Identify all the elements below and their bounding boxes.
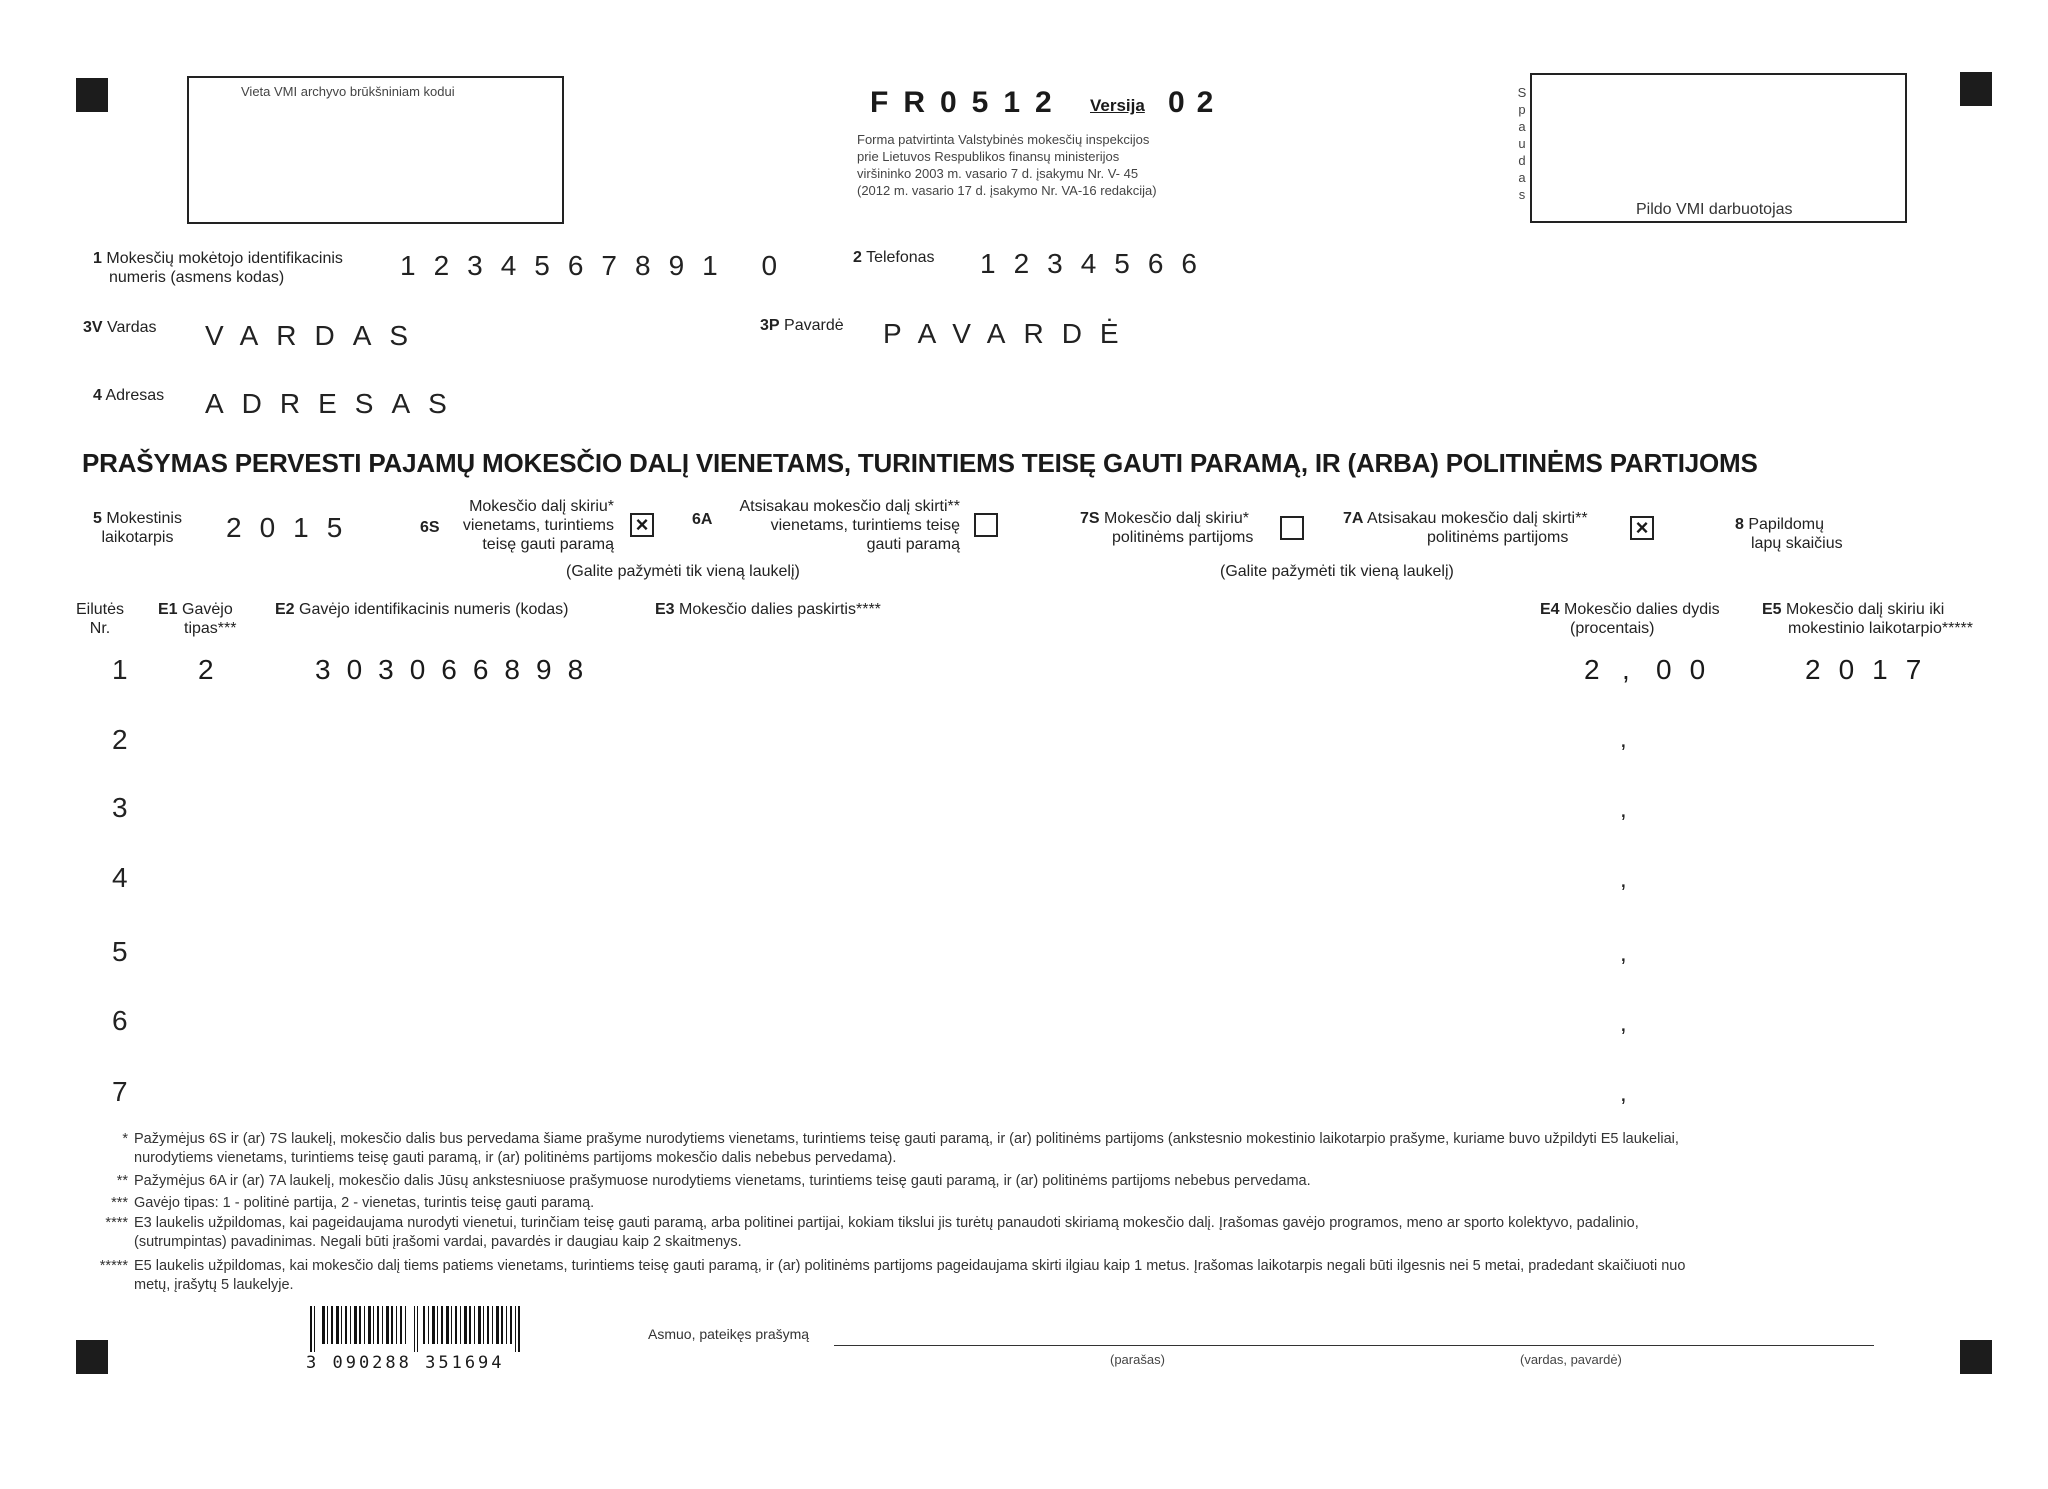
option-label-line: lapų skaičius [1751,535,1843,552]
footnote-marker: *** [111,1195,128,1211]
field-6s-number: 6S [420,519,440,536]
col-header-text: Mokesčio dalį skiriu iki [1786,601,1945,618]
col-header-text: Mokesčio dalies paskirtis**** [679,601,881,618]
option-label-line: Mokesčio dalį skiriu* [1104,510,1249,527]
field-6a-number: 6A [692,511,713,528]
checkbox-7a[interactable] [1630,516,1654,540]
signature-line[interactable] [834,1345,1874,1346]
footnote-5 [70,1257,1685,1295]
col-header-e4 [1540,600,1720,638]
taxpayer-id-value: 1234567891 0 [400,250,796,281]
checkbox-6s-mark: × [635,512,649,537]
form-title: PRAŠYMAS PERVESTI PAJAMŲ MOKESČIO DALĮ VIENETAMS, TURINTIEMS TEISĘ GAUTI PARAMĄ, IR (ARBA) POLITINĖMS PARTIJOMS [82,448,1758,478]
recipient-id-value: 303066898 [315,654,600,685]
col-header-text: mokestinio laikotarpio***** [1788,620,1973,637]
footnote-text: metų, įrašytų 5 laukelyje. [134,1277,294,1293]
note-one-box-6: (Galite pažymėti tik vieną laukelį) [566,563,800,580]
approval-line: prie Lietuvos Respublikos finansų ministerijos [857,149,1120,164]
share-percent-comma: , [1622,654,1630,685]
footnote-text: E5 laukelis užpildomas, kai mokesčio dalį tiems patiems vienetams, turintiems teisę gauti paramą, ir (ar) politinėms partijoms pageidaujama skirti ilgiau kaip 1 metus. Įrašomas laikotarpis negali būti ilgesnis nei 5 metai, pradedant skaičiuoti nuo [134,1258,1686,1274]
version-label: Versija [1090,96,1145,115]
field-number: E2 [275,601,295,618]
table-row-number: 7 [112,1076,128,1107]
col-header-text: Gavėjo [182,601,233,618]
option-label-line: teisę gauti paramą [482,536,614,553]
stamp-letter: S [1517,85,1527,100]
table-row-number: 5 [112,936,128,967]
form-code: FR0512 [870,86,1067,119]
field-5-label [93,509,182,547]
stamp-box [1530,73,1907,223]
col-header-text: Nr. [89,620,111,637]
field-7a-label [1343,509,1588,547]
checkbox-6s[interactable] [630,513,654,537]
field-2-label [853,248,935,267]
alignment-marker-top-left [76,78,108,112]
table-row-number: 1 [112,654,128,685]
first-name-value: VARDAS [205,320,427,351]
table-row-number: 6 [112,1005,128,1036]
field-label-text: Adresas [105,387,165,404]
stamp-vertical-label [1516,84,1528,203]
archive-barcode-box-label: Vieta VMI archyvo brūkšniniam kodui [241,84,455,99]
row-comma: , [1620,796,1627,823]
footnote-marker: ***** [99,1258,128,1274]
field-label-text: laikotarpis [101,529,174,546]
field-number: E1 [158,601,178,618]
barcode-bars [310,1306,540,1352]
field-8-label [1735,515,1843,553]
col-header-text: Mokesčio dalies dydis [1564,601,1720,618]
field-label-text: Mokesčių mokėtojo identifikacinis [106,250,343,267]
approval-line: (2012 m. vasario 17 d. įsakymo Nr. VA-16 redakcija) [857,183,1157,198]
row-comma: , [1620,940,1627,967]
barcode-digits: 3 090288 351694 [306,1353,505,1373]
field-number: 1 [93,250,102,267]
alignment-marker-bottom-right [1960,1340,1992,1374]
archive-barcode-box [187,76,564,224]
stamp-letter: a [1518,170,1526,185]
footnote-2 [70,1172,1311,1191]
col-header-row-number [76,600,124,638]
table-row-number: 2 [112,724,128,755]
field-number: E4 [1540,601,1560,618]
stamp-letter: u [1518,136,1526,151]
share-percent-int: 2 [1584,654,1600,685]
field-number: 8 [1735,516,1744,533]
field-label-text: Telefonas [866,249,935,266]
footnote-1 [70,1130,1679,1168]
footnote-3 [70,1194,594,1213]
field-3p-label [760,316,844,335]
tax-period-value: 2015 [226,512,361,543]
share-percent-dec: 00 [1656,654,1724,685]
field-number: 7A [1343,510,1364,527]
footnote-text: Pažymėjus 6A ir (ar) 7A laukelį, mokesčio dalis Jūsų ankstesniuose prašymuose nurodytiems vienetams, turintiems teisę gauti paramą, ir (ar) politinėms partijoms nebebus pervedama. [134,1173,1311,1189]
col-header-text: tipas*** [184,620,237,637]
field-number: E5 [1762,601,1782,618]
field-number: 3V [83,319,103,336]
option-label-line: gauti paramą [866,536,960,553]
col-header-e3 [655,600,881,619]
table-row-number: 3 [112,792,128,823]
option-label-line: Atsisakau mokesčio dalį skirti** [1367,510,1588,527]
last-name-value: PAVARDĖ [883,318,1137,349]
field-number: 3P [760,317,780,334]
stamp-letter: d [1518,153,1526,168]
signature-caption: (parašas) [1110,1352,1165,1367]
approval-line: viršininko 2003 m. vasario 7 d. įsakymu Nr. V- 45 [857,166,1139,181]
footnote-text: Gavėjo tipas: 1 - politinė partija, 2 - vienetas, turintis teisę gauti paramą. [134,1195,595,1211]
option-label-line: politinėms partijoms [1427,529,1569,546]
col-header-e1 [158,600,236,638]
footnote-text: E3 laukelis užpildomas, kai pageidaujama nurodyti vienetui, turinčiam teisę gauti paramą, arba politinei partijai, kokiam tikslui jis turėtų panaudoti skiriamą mokesčio dalį. Įrašomas gavėjo programos, meno ar sporto kolektyvo, padalinio, [134,1215,1639,1231]
footnote-marker: * [122,1131,128,1147]
col-header-e5 [1762,600,1973,638]
footnote-text: nurodytiems vienetams, turintiems teisę gauti paramą, ir (ar) politinėms partijoms mokesčio dalis nebebus pervedama). [134,1150,897,1166]
option-label-line: Atsisakau mokesčio dalį skirti** [739,498,960,515]
field-label-text: Mokestinis [106,510,182,527]
field-label-text: Vardas [107,319,157,336]
approval-line: Forma patvirtinta Valstybinės mokesčių inspekcijos [857,132,1150,147]
stamp-box-label: Pildo VMI darbuotojas [1636,201,1793,218]
alignment-marker-top-right [1960,72,1992,106]
recipient-type-value: 2 [198,654,214,685]
row-comma: , [1620,1080,1627,1107]
col-header-text: Eilutės [76,601,125,618]
row-comma: , [1620,1010,1627,1037]
footnote-text: Pažymėjus 6S ir (ar) 7S laukelį, mokesčio dalis bus pervedama šiame prašyme nurodytiems vienetams, turintiems teisę gauti paramą, ir (ar) politinėms partijoms (ankstesnio mokestinio laikotarpio prašyme, kuriame buvo užpildyti E5 laukeliai, [134,1131,1679,1147]
checkbox-6a[interactable] [974,513,998,537]
field-3v-label [83,318,157,337]
name-caption: (vardas, pavardė) [1520,1352,1622,1367]
alignment-marker-bottom-left [76,1340,108,1374]
row-comma: , [1620,726,1627,753]
table-row-number: 4 [112,862,128,893]
checkbox-7s[interactable] [1280,516,1304,540]
col-header-e2 [275,600,568,619]
document-barcode [310,1306,540,1352]
note-one-box-7: (Galite pažymėti tik vieną laukelį) [1220,563,1454,580]
stamp-letter: s [1518,187,1526,202]
footnote-4 [70,1214,1639,1252]
option-label-line: politinėms partijoms [1112,529,1254,546]
field-number: 5 [93,510,102,527]
field-label-text: numeris (asmens kodas) [109,269,285,286]
option-label-line: vienetams, turintiems [462,517,614,534]
field-number: 7S [1080,510,1100,527]
option-label-line: vienetams, turintiems teisę [770,517,960,534]
checkbox-7a-mark: × [1635,515,1649,540]
col-header-text: Gavėjo identifikacinis numeris (kodas) [299,601,569,618]
field-label-text: Pavardė [784,317,844,334]
field-6s-label [440,497,614,554]
phone-value: 1234566 [980,248,1216,279]
address-value: ADRESAS [205,388,465,419]
footnote-text: (sutrumpintas) pavadinimas. Negali būti įrašomi vardai, pavardės ir daugiau kaip 2 skaitmenys. [134,1234,742,1250]
stamp-letter: a [1518,119,1526,134]
option-label-line: Mokesčio dalį skiriu* [469,498,614,515]
footnote-marker: ** [116,1173,128,1189]
field-number: 4 [93,387,102,404]
stamp-letter: p [1518,102,1526,117]
period-until-value: 2017 [1805,654,1940,685]
field-7s-label [1080,509,1253,547]
footnote-marker: **** [105,1215,128,1231]
person-submitting-label: Asmuo, pateikęs prašymą [648,1326,810,1342]
field-6a-label [720,497,960,554]
field-number: 2 [853,249,862,266]
version-value: 02 [1168,86,1226,119]
field-number: E3 [655,601,675,618]
field-1-label [93,249,343,287]
approval-text [857,131,1157,199]
field-4-label [93,386,164,405]
col-header-text: (procentais) [1570,620,1655,637]
row-comma: , [1620,866,1627,893]
option-label-line: Papildomų [1748,516,1824,533]
